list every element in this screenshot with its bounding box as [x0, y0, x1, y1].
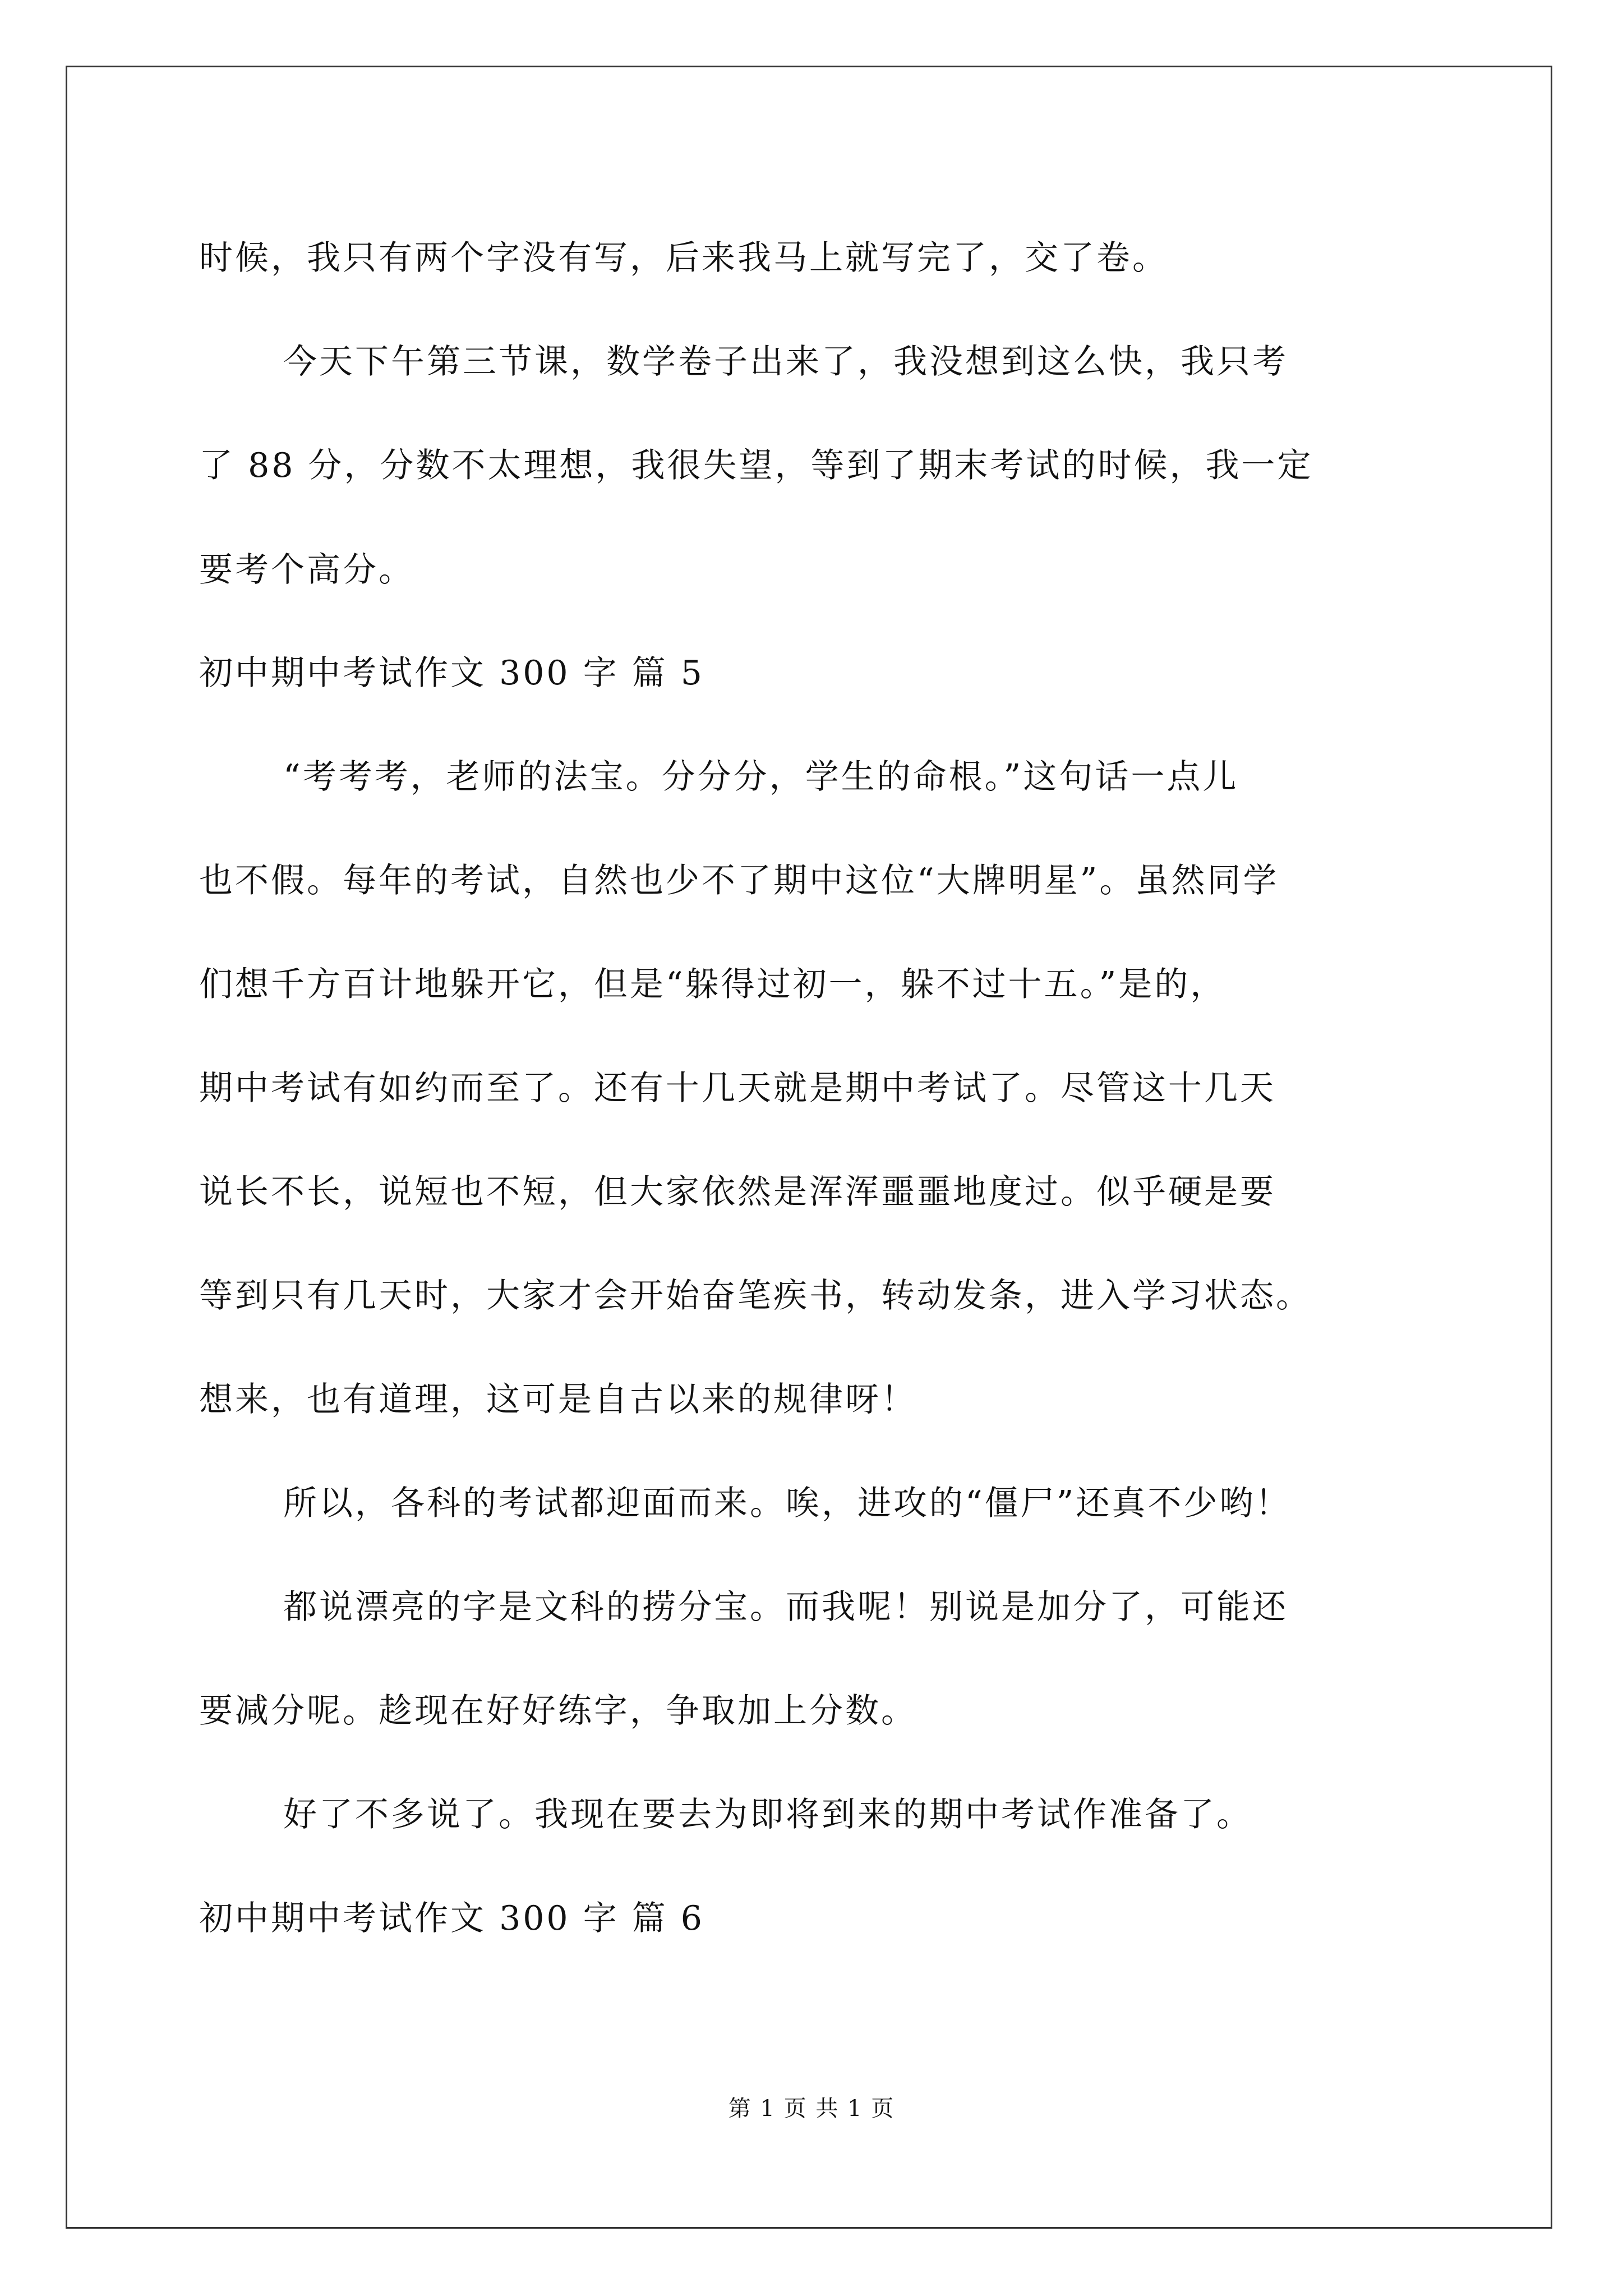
paragraph-line: 好了不多说了。我现在要去为即将到来的期中考试作准备了。: [283, 1795, 1252, 1834]
section-heading: 初中期中考试作文 300 字 篇 5: [199, 654, 704, 693]
paragraph-line: 所以，各科的考试都迎面而来。唉，进攻的“僵尸”还真不少哟！: [283, 1484, 1292, 1523]
paragraph-line: 期中考试有如约而至了。还有十几天就是期中考试了。尽管这十几天: [199, 1069, 1276, 1108]
paragraph-line: 们想千方百计地躲开它，但是“躲得过初一，躲不过十五。”是的，: [199, 965, 1227, 1004]
paragraph-line: 要减分呢。趁现在好好练字，争取加上分数。: [199, 1691, 917, 1731]
section-heading: 初中期中考试作文 300 字 篇 6: [199, 1899, 704, 1938]
paragraph-line: 说长不长，说短也不短，但大家依然是浑浑噩噩地度过。似乎硬是要: [199, 1172, 1276, 1212]
paragraph-line: 时候，我只有两个字没有写，后来我马上就写完了，交了卷。: [199, 238, 1168, 278]
paragraph-line: 也不假。每年的考试，自然也少不了期中这位“大牌明星”。虽然同学: [199, 861, 1279, 900]
paragraph-line: 想来，也有道理，这可是自古以来的规律呀！: [199, 1380, 917, 1419]
paragraph-line: 都说漂亮的字是文科的捞分宝。而我呢！别说是加分了，可能还: [283, 1588, 1288, 1627]
paragraph-line: 等到只有几天时，大家才会开始奋笔疾书，转动发条，进入学习状态。: [199, 1276, 1312, 1315]
paragraph-line: “考考考，老师的法宝。分分分，学生的命根。”这句话一点儿: [283, 757, 1239, 797]
paragraph-line: 了 88 分，分数不太理想，我很失望，等到了期末考试的时候，我一定: [199, 446, 1313, 485]
paragraph-line: 今天下午第三节课，数学卷子出来了，我没想到这么快，我只考: [283, 342, 1288, 381]
page-number-footer: 第 1 页 共 1 页: [728, 2096, 895, 2122]
paragraph-line: 要考个高分。: [199, 550, 414, 590]
